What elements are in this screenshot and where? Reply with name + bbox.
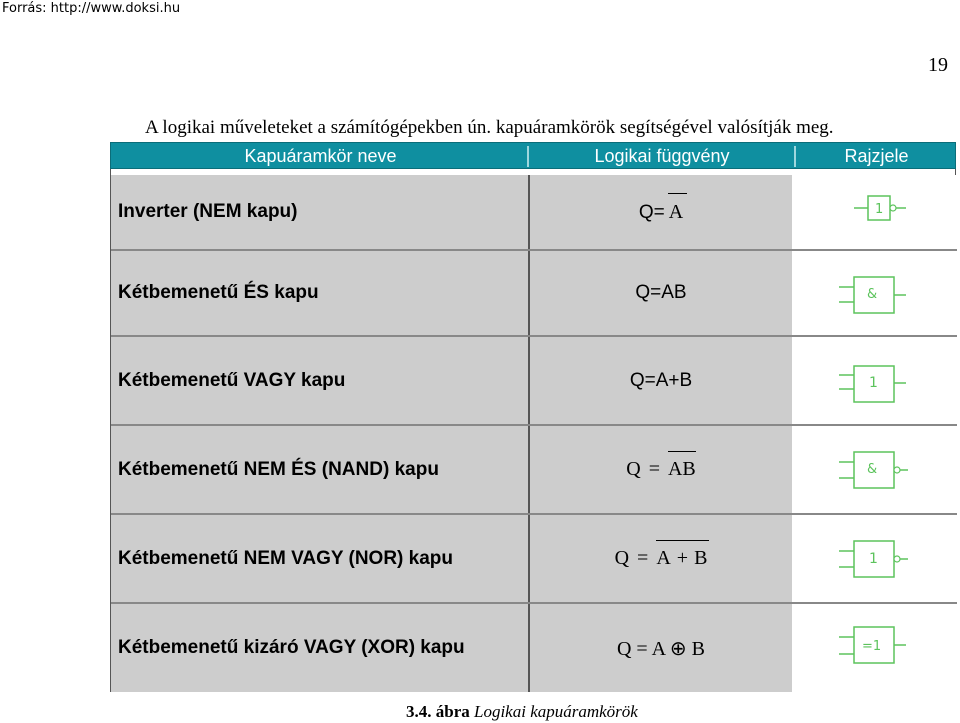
source-note: Forrás: http://www.doksi.hu xyxy=(2,1,181,16)
function-cell xyxy=(530,515,794,602)
function-cell xyxy=(530,175,794,249)
page-number: 19 xyxy=(928,54,948,76)
name-cell xyxy=(111,604,530,692)
name-cell xyxy=(111,337,530,424)
function-cell xyxy=(530,251,794,335)
symbol-cell xyxy=(794,251,957,335)
symbol-cell xyxy=(794,175,957,249)
symbol-cell xyxy=(794,337,957,424)
gate-function: Q = A + B xyxy=(530,515,792,602)
gate-symbol-label: =1 xyxy=(862,639,882,654)
gate-function: Q=A+B xyxy=(629,369,693,391)
gate-name: Kétbemenetű VAGY kapu xyxy=(118,369,346,391)
function-cell xyxy=(530,337,794,424)
gate-name: Inverter (NEM kapu) xyxy=(118,201,298,222)
caption-text: Logikai kapuáramkörök xyxy=(474,702,638,721)
gate-name: Kétbemenetű ÉS kapu xyxy=(118,282,319,303)
gate-name: Kétbemenetű kizáró VAGY (XOR) kapu xyxy=(118,637,465,658)
and-gate-icon xyxy=(794,251,957,335)
table-header xyxy=(110,142,956,169)
gates-table xyxy=(110,142,956,692)
header-divider xyxy=(527,146,529,167)
caption-number: 3.4. ábra xyxy=(406,702,470,721)
function-cell xyxy=(530,604,794,692)
table-body xyxy=(110,169,956,692)
function-cell xyxy=(530,426,794,513)
figure-caption xyxy=(406,702,638,722)
gate-function: Q = AB xyxy=(530,426,792,513)
gate-function: Q=AB xyxy=(635,282,687,303)
nand-gate-icon xyxy=(794,426,957,513)
header-symbol: Rajzjele xyxy=(844,146,909,166)
xor-gate-icon xyxy=(794,604,957,692)
or-gate-icon xyxy=(794,337,957,424)
name-cell xyxy=(111,426,530,513)
name-cell xyxy=(111,515,530,602)
gate-symbol-label: 1 xyxy=(875,202,884,217)
name-cell xyxy=(111,251,530,335)
symbol-cell xyxy=(794,515,957,602)
nor-gate-icon xyxy=(794,515,957,602)
table-row xyxy=(111,251,957,335)
table-row xyxy=(111,426,957,513)
table-row xyxy=(111,337,957,424)
not-gate-icon xyxy=(794,175,957,249)
gate-name: Kétbemenetű NEM VAGY (NOR) kapu xyxy=(118,547,454,569)
gate-symbol-label: & xyxy=(867,462,878,477)
gate-function: Q = A ⊕ B xyxy=(616,637,706,660)
table-row xyxy=(111,515,957,602)
table-row xyxy=(111,175,957,249)
gate-name: Kétbemenetű NEM ÉS (NAND) kapu xyxy=(118,458,439,480)
symbol-cell xyxy=(794,426,957,513)
table-row xyxy=(111,604,957,692)
name-cell xyxy=(111,175,530,249)
gate-symbol-label: & xyxy=(867,287,878,302)
gate-function: Q= A xyxy=(530,175,792,249)
header-function: Logikai függvény xyxy=(594,146,730,166)
intro-text: A logikai műveleteket a számítógépekben ún. kapuáramkörök segítségével valósítják meg. xyxy=(145,117,834,138)
gate-symbol-label: 1 xyxy=(869,551,878,567)
gate-symbol-label: 1 xyxy=(869,375,878,391)
symbol-cell xyxy=(794,604,957,692)
header-name: Kapuáramkör neve xyxy=(244,146,397,166)
